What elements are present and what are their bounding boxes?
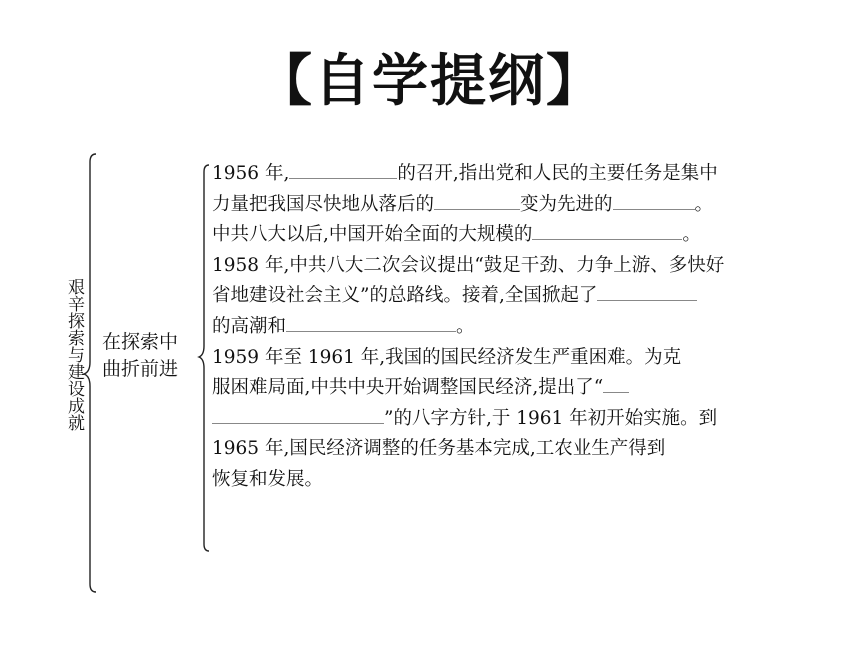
- text-segment: 的召开,指出党和人民的主要任务是集中: [397, 163, 718, 184]
- content-line-10: 1965 年,国民经济调整的任务基本完成,工农业生产得到: [212, 438, 666, 460]
- text-segment: 。: [694, 193, 714, 215]
- text-segment: 1956 年,: [212, 163, 290, 184]
- text-segment: 。: [456, 315, 475, 337]
- content-line-11: 恢复和发展。: [212, 468, 324, 490]
- outer-brace: [82, 150, 100, 596]
- answer-blank-4[interactable]: [532, 220, 682, 240]
- content-line-1: [212, 159, 812, 190]
- subtopic-line-2: 曲折前进: [102, 358, 179, 380]
- text-segment: 服困难局面,中共中央开始调整国民经济,提出了“: [212, 377, 604, 399]
- answer-blank-7a[interactable]: [603, 373, 629, 393]
- text-segment: 中共八大以后,中国开始全面的大规模的: [212, 224, 533, 246]
- text-segment: ”的八字方针,于 1961 年初开始实施。到: [384, 407, 718, 429]
- content-line-5: [212, 281, 812, 312]
- answer-blank-5[interactable]: [597, 281, 697, 301]
- content-line-8: [212, 373, 812, 404]
- outline-subtopic: [102, 329, 198, 383]
- answer-blank-1[interactable]: [289, 159, 397, 179]
- text-segment: 省地建设社会主义”的总路线。接着,全国掀起了: [212, 285, 598, 307]
- answer-blank-2[interactable]: [434, 190, 520, 210]
- text-segment: 。: [682, 224, 701, 246]
- answer-blank-7b[interactable]: [212, 404, 384, 424]
- text-segment: 的高潮和: [212, 315, 287, 337]
- answer-blank-6[interactable]: [286, 312, 456, 332]
- content-line-3: [212, 220, 812, 251]
- answer-blank-3[interactable]: [613, 190, 695, 210]
- content-line-6: [212, 312, 812, 343]
- page-title: 【自学提纲】: [256, 49, 604, 114]
- subtopic-line-1: 在探索中: [102, 331, 179, 353]
- text-segment: 力量把我国尽快地从落后的: [212, 193, 435, 215]
- text-segment: 变为先进的: [520, 193, 613, 215]
- content-line-2: [212, 190, 812, 221]
- outline-topic: 艰辛探索与建设成就: [64, 278, 84, 431]
- outline-content: [212, 159, 812, 496]
- inner-brace: [197, 162, 213, 554]
- content-line-4: 1958 年,中共八大二次会议提出“鼓足干劲、力争上游、多快好: [212, 254, 725, 276]
- content-line-7: 1959 年至 1961 年,我国的国民经济发生严重困难。为克: [212, 346, 682, 368]
- content-line-9: [212, 404, 812, 435]
